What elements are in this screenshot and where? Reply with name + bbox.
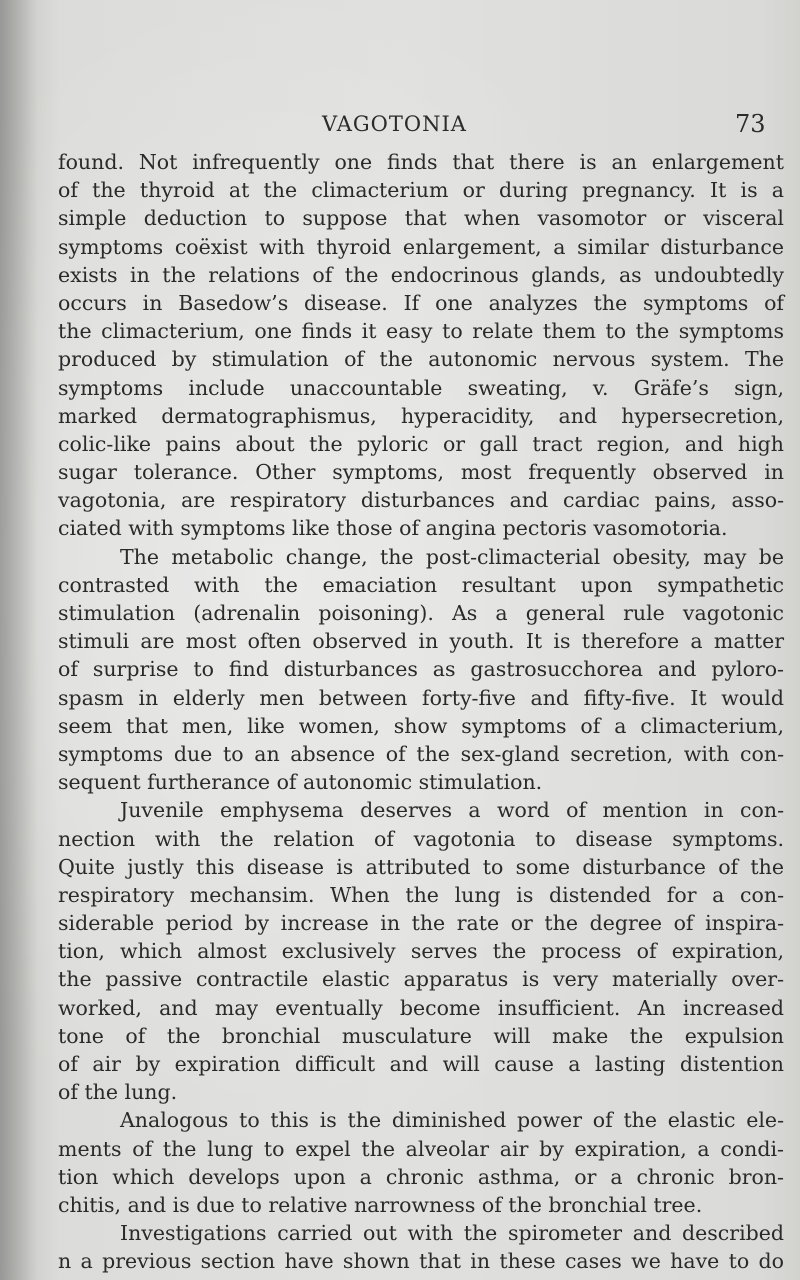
text-line: the climacterium, one finds it easy to relate them to the symptoms: [58, 319, 784, 344]
text-line: of the thyroid at the climacterium or during pregnancy. It is a: [58, 178, 784, 203]
text-line: sequent furtherance of autonomic stimulation.: [58, 770, 543, 795]
text-line: tone of the bronchial musculature will make the expulsion: [58, 1023, 784, 1048]
text-line: colic-like pains about the pyloric or gall tract region, and high: [58, 431, 784, 456]
running-head-title: VAGOTONIA: [322, 112, 467, 136]
paragraph-start-line: Analogous to this is the diminished power of the elastic ele-: [120, 1108, 784, 1133]
page-gutter-shadow: [0, 0, 38, 1280]
text-line: found. Not infrequently one finds that there is an enlargement: [58, 150, 784, 174]
body-text: [58, 148, 784, 1276]
text-line: n a previous section have shown that in these cases we have to do: [58, 1249, 784, 1274]
paragraph-start-line: The metabolic change, the post-climacterial obesity, may be: [120, 544, 784, 569]
text-line: simple deduction to suppose that when vasomotor or visceral: [58, 206, 784, 231]
text-line: stimuli are most often observed in youth. It is therefore a matter: [58, 629, 784, 654]
text-line: symptoms due to an absence of the sex-gland secretion, with con-: [58, 741, 784, 766]
text-line: symptoms coëxist with thyroid enlargement, a similar disturbance: [58, 234, 784, 259]
text-line: exists in the relations of the endocrinous glands, as undoubtedly: [58, 262, 784, 287]
text-line: spasm in elderly men between forty-five and fifty-five. It would: [58, 685, 784, 710]
text-line: of surprise to find disturbances as gastrosucchorea and pyloro-: [58, 657, 784, 682]
text-line: siderable period by increase in the rate or the degree of inspira-: [58, 911, 784, 936]
text-line: seem that men, like women, show symptoms of a climacterium,: [58, 713, 784, 738]
text-line: tion, which almost exclusively serves the process of expiration,: [58, 939, 784, 964]
running-head: [0, 112, 800, 142]
text-line: sugar tolerance. Other symptoms, most frequently observed in: [58, 460, 784, 485]
text-line: symptoms include unaccountable sweating, v. Gräfe’s sign,: [58, 375, 784, 400]
text-line: chitis, and is due to relative narrowness of the bronchial tree.: [58, 1192, 703, 1217]
text-line: respiratory mechansim. When the lung is distended for a con-: [58, 882, 784, 907]
paragraph-start-line: Investigations carried out with the spirometer and described: [120, 1221, 784, 1246]
text-line: ciated with symptoms like those of angina pectoris vasomotoria.: [58, 516, 728, 541]
text-line: the passive contractile elastic apparatus is very materially over-: [58, 967, 784, 992]
paragraph-start-line: Juvenile emphysema deserves a word of mention in con-: [120, 798, 784, 823]
text-line: marked dermatographismus, hyperacidity, and hypersecretion,: [58, 403, 784, 428]
text-line: of air by expiration difficult and will cause a lasting distention: [58, 1052, 784, 1076]
text-line: stimulation (adrenalin poisoning). As a general rule vagotonic: [58, 601, 784, 625]
page-number: 73: [735, 110, 766, 138]
text-line: occurs in Basedow’s disease. If one analyzes the symptoms of: [58, 290, 784, 315]
text-line: produced by stimulation of the autonomic nervous system. The: [58, 347, 784, 372]
text-line: Quite justly this disease is attributed to some disturbance of the: [58, 854, 784, 879]
text-line: contrasted with the emaciation resultant upon sympathetic: [58, 572, 784, 597]
text-line: of the lung.: [58, 1080, 178, 1105]
text-line: tion which develops upon a chronic asthma, or a chronic bron-: [58, 1164, 784, 1189]
text-line: nection with the relation of vagotonia to disease symptoms.: [58, 826, 784, 851]
text-line: ments of the lung to expel the alveolar air by expiration, a condi-: [58, 1136, 784, 1161]
text-line: worked, and may eventually become insufficient. An increased: [58, 995, 784, 1020]
text-line: vagotonia, are respiratory disturbances and cardiac pains, asso-: [58, 488, 784, 513]
